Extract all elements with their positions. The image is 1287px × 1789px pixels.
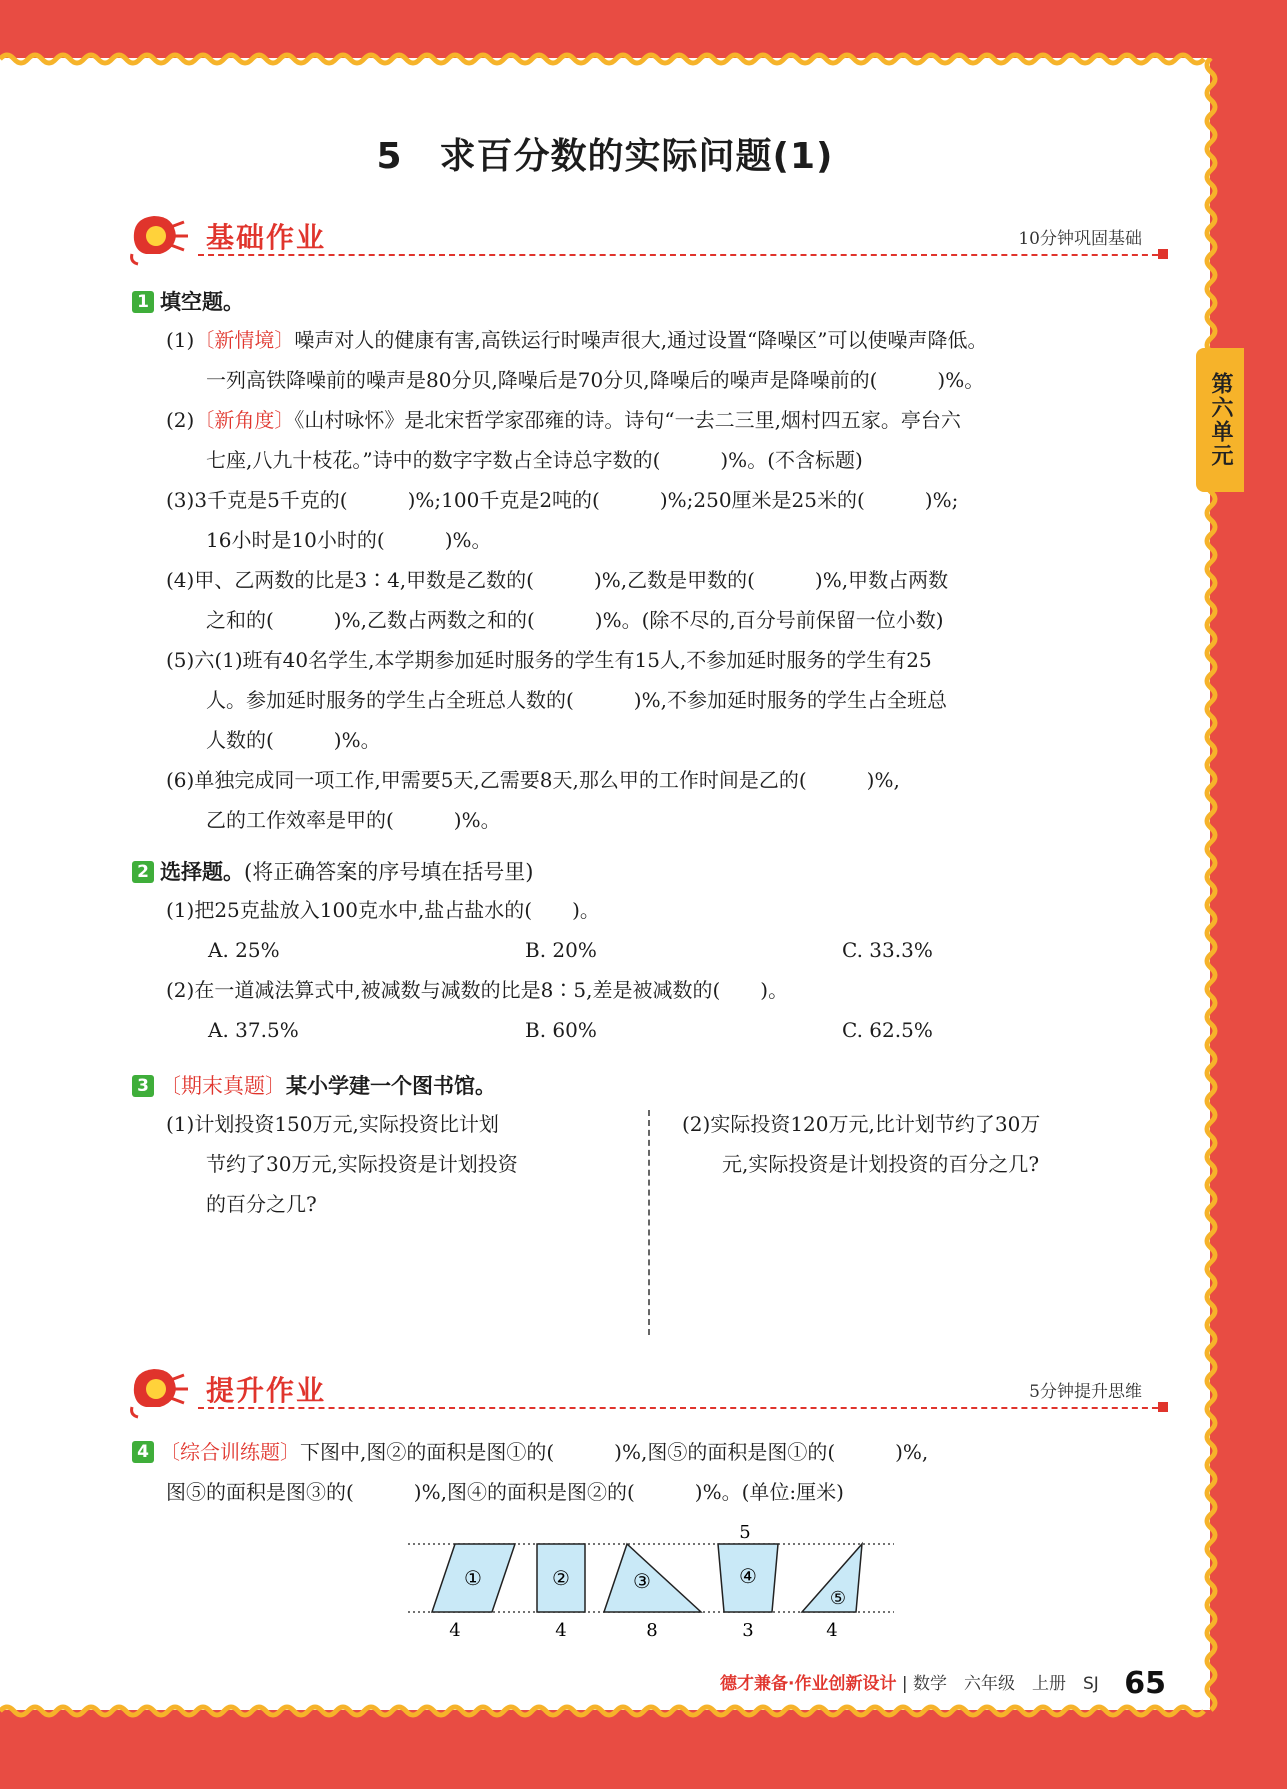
lamp-icon bbox=[128, 210, 194, 266]
shape-label: ② bbox=[552, 1566, 570, 1590]
top-label: 5 bbox=[739, 1522, 751, 1543]
q2-part-1: (1)把25克盐放入100克水中,盐占盐水的( )。 bbox=[166, 898, 600, 922]
q1-line: (1)〔新情境〕噪声对人的健康有害,高铁运行时噪声很大,通过设置“降噪区”可以使噪声降低。 bbox=[166, 328, 988, 352]
shape-3-triangle bbox=[604, 1544, 701, 1612]
q2-part-2: (2)在一道减法算式中,被减数与减数的比是8∶5,差是被减数的( )。 bbox=[166, 978, 789, 1002]
q1-line: (6)单独完成同一项工作,甲需要5天,乙需要8天,那么甲的工作时间是乙的( )%, bbox=[166, 768, 900, 792]
choice-c: C. 62.5% bbox=[842, 1018, 933, 1042]
footer bbox=[720, 1666, 1166, 1701]
q1-line: (3)3千克是5千克的( )%;100千克是2吨的( )%;250厘米是25米的( )%; bbox=[166, 488, 959, 512]
lamp-icon bbox=[128, 1363, 194, 1419]
footer-book-info: | 数学 六年级 上册 SJ bbox=[901, 1674, 1099, 1694]
question-1-heading bbox=[132, 286, 244, 316]
q3-left-line: 节约了30万元,实际投资是计划投资 bbox=[206, 1152, 518, 1176]
right-wavy-border bbox=[1202, 58, 1220, 1718]
q3-right-line: 元,实际投资是计划投资的百分之几? bbox=[722, 1152, 1040, 1176]
answer-divider bbox=[648, 1110, 650, 1335]
top-wavy-border bbox=[0, 50, 1210, 68]
section-hint: 10分钟巩固基础 bbox=[1018, 229, 1142, 249]
shape-label: ④ bbox=[739, 1564, 757, 1588]
section-rule-end bbox=[1158, 249, 1168, 259]
unit-side-tab: 第六单元 bbox=[1196, 348, 1244, 492]
choice-c: C. 33.3% bbox=[842, 938, 933, 962]
q1-line: 一列高铁降噪前的噪声是80分贝,降噪后是70分贝,降噪后的噪声是降噪前的( )%。 bbox=[206, 368, 985, 392]
question-2-title: 选择题。 bbox=[160, 860, 244, 884]
q3-right-line: (2)实际投资120万元,比计划节约了30万 bbox=[682, 1112, 1041, 1136]
section-header-advanced bbox=[128, 1363, 1168, 1423]
bottom-wavy-border bbox=[0, 1702, 1210, 1720]
q1-line: 之和的( )%,乙数占两数之和的( )%。(除不尽的,百分号前保留一位小数) bbox=[206, 608, 944, 632]
q3-left-line: 的百分之几? bbox=[206, 1192, 317, 1216]
question-1-title: 填空题。 bbox=[160, 290, 244, 314]
page-title: 5 求百分数的实际问题(1) bbox=[376, 136, 834, 177]
q4-line-2: 图⑤的面积是图③的( )%,图④的面积是图②的( )%。(单位:厘米) bbox=[166, 1480, 844, 1504]
section-rule bbox=[198, 254, 1168, 256]
section-label: 基础作业 bbox=[206, 221, 327, 254]
question-number: 2 bbox=[132, 861, 154, 883]
bottom-label: 4 bbox=[449, 1620, 461, 1641]
q1-line: 人数的( )%。 bbox=[206, 728, 381, 752]
question-number: 1 bbox=[132, 291, 154, 313]
question-number: 3 bbox=[132, 1075, 154, 1097]
question-tag: 〔综合训练题〕 bbox=[160, 1440, 300, 1464]
q3-left-line: (1)计划投资150万元,实际投资比计划 bbox=[166, 1112, 499, 1136]
choice-a: A. 25% bbox=[208, 938, 280, 962]
bottom-label: 3 bbox=[742, 1620, 754, 1641]
bottom-label: 8 bbox=[646, 1620, 658, 1641]
section-hint: 5分钟提升思维 bbox=[1029, 1382, 1142, 1402]
section-rule-end bbox=[1158, 1402, 1168, 1412]
question-2-subtitle: (将正确答案的序号填在括号里) bbox=[244, 860, 534, 884]
section-rule bbox=[198, 1407, 1168, 1409]
bottom-label: 4 bbox=[555, 1620, 567, 1641]
q1-line: (5)六(1)班有40名学生,本学期参加延时服务的学生有15人,不参加延时服务的学生有25 bbox=[166, 648, 932, 672]
shapes-figure bbox=[400, 1520, 900, 1650]
shape-label: ⑤ bbox=[829, 1588, 847, 1609]
question-3-heading bbox=[132, 1070, 496, 1100]
footer-brand: 德才兼备·作业创新设计 bbox=[720, 1674, 897, 1694]
q1-line: 人。参加延时服务的学生占全班总人数的( )%,不参加延时服务的学生占全班总 bbox=[206, 688, 947, 712]
shape-label: ① bbox=[464, 1566, 482, 1590]
choice-b: B. 60% bbox=[525, 1018, 597, 1042]
q4-line-1: 4 〔综合训练题〕下图中,图②的面积是图①的( )%,图⑤的面积是图①的( )%, bbox=[132, 1438, 928, 1466]
question-number: 4 bbox=[132, 1441, 154, 1463]
question-2-heading bbox=[132, 856, 533, 886]
bottom-label: 4 bbox=[826, 1620, 838, 1641]
question-tag: 〔期末真题〕 bbox=[160, 1074, 286, 1098]
q1-line: (4)甲、乙两数的比是3∶4,甲数是乙数的( )%,乙数是甲数的( )%,甲数占两数 bbox=[166, 568, 949, 592]
page-number: 65 bbox=[1124, 1666, 1166, 1701]
q1-line: (2)〔新角度〕《山村咏怀》是北宋哲学家邵雍的诗。诗句“一去二三里,烟村四五家。亭台六 bbox=[166, 408, 961, 432]
section-header-basic bbox=[128, 210, 1168, 270]
q1-line: 16小时是10小时的( )%。 bbox=[206, 528, 492, 552]
choice-a: A. 37.5% bbox=[208, 1018, 299, 1042]
choice-b: B. 20% bbox=[525, 938, 597, 962]
q1-line: 七座,八九十枝花。”诗中的数字字数占全诗总字数的( )%。(不含标题) bbox=[206, 448, 863, 472]
q1-line: 乙的工作效率是甲的( )%。 bbox=[206, 808, 501, 832]
question-3-title: 某小学建一个图书馆。 bbox=[286, 1074, 496, 1098]
section-label: 提升作业 bbox=[206, 1374, 327, 1407]
shape-label: ③ bbox=[633, 1569, 651, 1593]
